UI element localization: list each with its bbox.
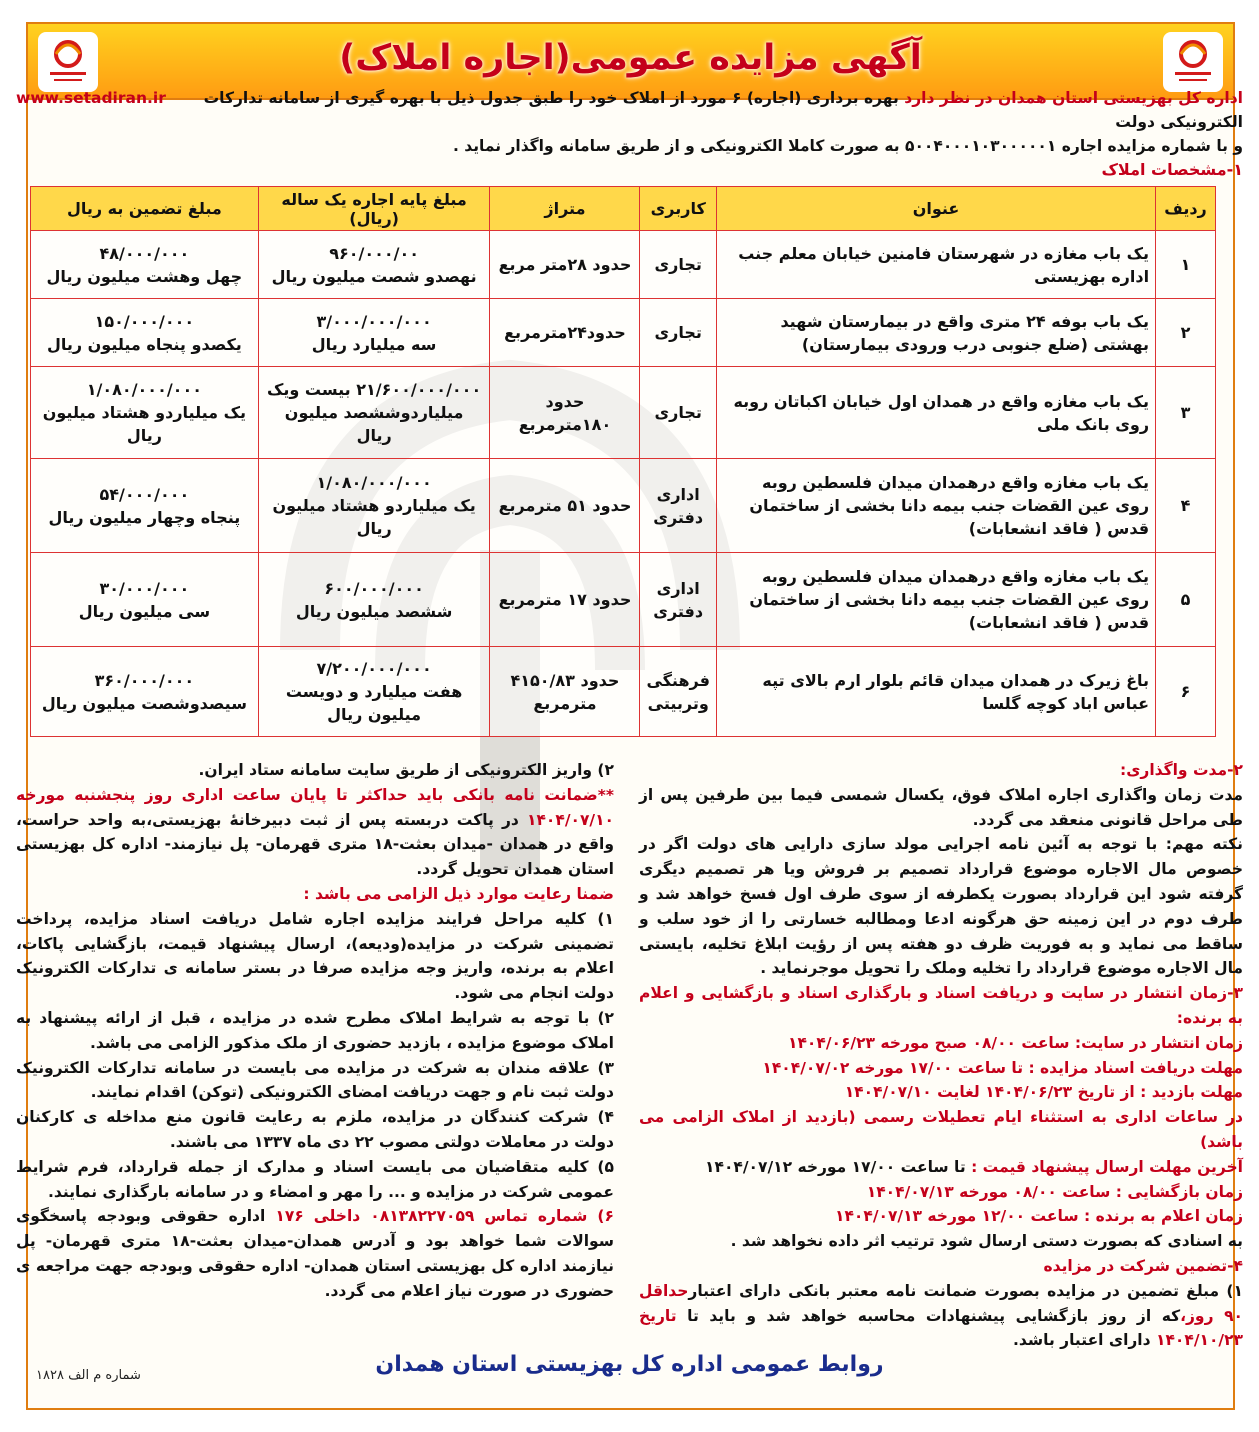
col-header-title: عنوان: [716, 187, 1155, 231]
schedule-value: ساعت ۰۸/۰۰ مورخه ۱۴۰۴/۰۷/۱۳: [866, 1182, 1111, 1201]
section-3-title: ۳-زمان انتشار در سایت و دریافت اسناد و بارگذاری اسناد و بازگشایی و اعلام به برنده:: [639, 984, 1243, 1027]
intro-lead: اداره کل بهزیستی استان همدان در نظر دارد: [904, 89, 1243, 107]
schedule-label: آخرین مهلت ارسال پیشنهاد قیمت :: [971, 1157, 1243, 1176]
cell-deposit: [31, 459, 259, 553]
table-row: [31, 367, 1216, 459]
manual-docs-note: به اسنادی که بصورت دستی ارسال شود ترتیب اثر داده نخواهد شد .: [730, 1232, 1243, 1251]
base-rent-number: ۹۶۰/۰۰۰/۰۰: [329, 243, 420, 263]
electronic-payment-text: ۲) واریز الکترونیکی از طریق سایت سامانه ستاد ایران.: [198, 761, 614, 779]
condition-item: [16, 1204, 614, 1303]
cell-use: اداری دفتری: [640, 459, 717, 553]
bank-guarantee-deadline: **ضمانت نامه بانکی باید حداکثر تا پایان ساعت اداری روز پنجشنبه مورخه ۱۴۰۴/۰۷/۱۰: [16, 785, 614, 829]
cell-title: یک باب مغازه واقع در همدان اول خیابان اکباتان روبه روی بانک ملی: [716, 367, 1155, 459]
cell-base-rent: [258, 647, 490, 737]
table-row: [31, 459, 1216, 553]
intro-text-1: بهره برداری (اجاره) ۶ مورد از املاک خود را طبق جدول ذیل با بهره گیری از سامانه تدارکات الکترونیکی دولت: [203, 89, 1243, 131]
schedule-label: مهلت بازدید :: [1140, 1083, 1243, 1102]
deposit-words: پنجاه وچهار میلیون ریال: [48, 507, 241, 527]
cell-deposit: [31, 647, 259, 737]
schedule-label: زمان بازگشایی :: [1115, 1182, 1243, 1201]
base-rent-number: ۶۰۰/۰۰۰/۰۰۰: [324, 578, 424, 598]
guarantee-date: تاریخ ۱۴۰۴/۱۰/۲۳: [639, 1306, 1243, 1350]
schedule-label: مهلت دریافت اسناد مزایده :: [1028, 1058, 1243, 1077]
col-header-area: متراژ: [490, 187, 640, 231]
bank-guarantee-delivery: در پاکت دربسته پس از ثبت دبیرخانهٔ بهزیستی،به واحد حراست، واقع در همدان -میدان بعثت-۱۸ متری قهرمان- پل نیازمند- اداره کل بهزیستی استان همدان تحویل گردد.: [16, 810, 614, 879]
cell-deposit: [31, 299, 259, 367]
schedule-value: ساعت ۱۲/۰۰ مورخه ۱۴۰۴/۰۷/۱۳: [834, 1207, 1079, 1226]
base-rent-words: یک میلیاردو هشتاد میلیون ریال: [272, 496, 476, 538]
deposit-number: ۵۴/۰۰۰/۰۰۰: [99, 484, 190, 504]
schedule-value: ساعت ۰۸/۰۰ صبح مورخه ۱۴۰۴/۰۶/۲۳: [788, 1033, 1070, 1052]
cell-deposit: [31, 553, 259, 647]
guarantee-text-c: که از روز بازگشایی پیشنهادات محاسبه خواهد شد و باید تا: [687, 1306, 1181, 1325]
page-title: آگهی مزایده عمومی(اجاره املاک): [339, 38, 922, 78]
deposit-number: ۳۰/۰۰۰/۰۰۰: [99, 578, 190, 598]
condition-item: ۵) کلیه متقاضیان می بایست اسناد و مدارک از جمله قرارداد، فرم شرایط عمومی شرکت در مزایده و ... را مهر و امضاء و در سامانه بارگذاری نمایند.: [16, 1157, 614, 1201]
deposit-number: ۱/۰۸۰/۰۰۰/۰۰۰: [86, 380, 202, 399]
important-note-text: نکته مهم: با توجه به آئین نامه اجرایی مولد سازی دارایی های دولت اگر در خصوص مال الاجاره موضوع قرارداد تصمیم بر فروش ویا هر تصمیم دیگری گرفته شود این قرارداد بصورت یکطرفه از سوی طرف اول فسخ خواهد شد و طرف دوم در این زمینه حق هرگونه ادعا ومطالبه خسارتی را از خود سلب و ساقط می نماید و به فوریت ظرف دو هفته پس از رؤیت ابلاغ تخلیه، بایستی مال الاجاره موضوع قرارداد را تخلیه وملک را تحویل موجرنماید .: [639, 835, 1243, 978]
intro-text-2: و با شماره مزایده اجاره ۵۰۰۴۰۰۰۱۰۳۰۰۰۰۰۱ به صورت کاملا الکترونیکی و از طریق سامانه واگذار نماید .: [452, 137, 1243, 155]
table-row: [31, 231, 1216, 299]
base-rent-words: هفت میلیارد و دویست میلیون ریال: [285, 682, 463, 724]
schedule-label: زمان انتشار در سایت:: [1074, 1033, 1243, 1052]
condition-item: ۲) با توجه به شرایط املاک مطرح شده در مزایده ، قبل از ارائه پیشنهاد به املاک موضوع مزایده ، بازدید حضوری از ملک مذکور الزامی می باشد.: [16, 1008, 614, 1052]
schedule-value: از تاریخ ۱۴۰۴/۰۶/۲۳ لغایت ۱۴۰۴/۰۷/۱۰: [844, 1083, 1135, 1102]
cell-area: حدود ۲۸متر مربع: [490, 231, 640, 299]
col-header-use: کاربری: [640, 187, 717, 231]
condition-item: ۱) کلیه مراحل فرایند مزایده اجاره شامل دریافت اسناد مزایده، پرداخت تضمینی شرکت در مزایده(ودیعه)، ارسال پیشنهاد قیمت، بازگشایی پاکات، اعلام به برنده، واریز وجه مزایده صرفا در بستر سامانه ی تدارکات الکترونیک دولت انجام می شود.: [16, 909, 614, 1003]
condition-item: ۳) علاقه مندان به شرکت در مزایده می بایست در سامانه تدارکات الکترونیک دولت ثبت نام و جهت دریافت امضای الکترونیکی (توکن) اقدام نمایند.: [16, 1058, 614, 1102]
cell-row-number: ۶: [1156, 647, 1216, 737]
cell-title: یک باب مغازه واقع درهمدان میدان فلسطین روبه روی عین القضات جنب بیمه دانا بخشی از ساختمان قدس ( فاقد انشعابات): [716, 459, 1155, 553]
table-row: [31, 553, 1216, 647]
cell-title: یک باب مغازه واقع درهمدان میدان فلسطین روبه روی عین القضات جنب بیمه دانا بخشی از ساختمان قدس ( فاقد انشعابات): [716, 553, 1155, 647]
cell-base-rent: [258, 299, 490, 367]
base-rent-number: ۱/۰۸۰/۰۰۰/۰۰۰: [316, 473, 432, 492]
schedule-visit: [639, 1080, 1243, 1105]
cell-deposit: [31, 231, 259, 299]
guarantee-text-e: دارای اعتبار باشد.: [1013, 1331, 1151, 1350]
cell-use: اداری دفتری: [640, 553, 717, 647]
cell-area: حدود۲۴مترمربع: [490, 299, 640, 367]
cell-row-number: ۵: [1156, 553, 1216, 647]
col-header-row: ردیف: [1156, 187, 1216, 231]
guarantee-text: [639, 1279, 1243, 1353]
deposit-number: ۳۶۰/۰۰۰/۰۰۰: [94, 670, 195, 690]
cell-title: یک باب مغازه در شهرستان فامنین خیابان معلم جنب اداره بهزیستی: [716, 231, 1155, 299]
cell-row-number: ۴: [1156, 459, 1216, 553]
cell-deposit: [31, 367, 259, 459]
base-rent-number: ۷/۲۰۰/۰۰۰/۰۰۰: [316, 659, 432, 678]
schedule-value: تا ساعت ۱۷/۰۰ مورخه ۱۴۰۴/۰۷/۰۲: [762, 1058, 1024, 1077]
base-rent-words: ششصد میلیون ریال: [295, 601, 453, 621]
intro-paragraph: [16, 86, 1243, 158]
schedule-winner: [639, 1204, 1243, 1229]
cell-base-rent: [258, 367, 490, 459]
schedule-offer-deadline: [639, 1155, 1243, 1180]
right-column: [639, 758, 1243, 1353]
deposit-words: چهل وهشت میلیون ریال: [46, 266, 243, 286]
base-rent-words: سه میلیارد ریال: [311, 334, 437, 354]
deposit-words: سی میلیون ریال: [78, 601, 211, 621]
schedule-opening: [639, 1180, 1243, 1205]
schedule-publish: [639, 1031, 1243, 1056]
section-4-title: ۴-تضمین شرکت در مزایده: [1043, 1256, 1243, 1275]
schedule-visit-note: در ساعات اداری به استثناء ایام تعطیلات رسمی (بازدید از املاک الزامی می باشد): [639, 1108, 1243, 1151]
cell-row-number: ۱: [1156, 231, 1216, 299]
properties-table: [30, 186, 1216, 737]
cell-use: تجاری: [640, 299, 717, 367]
cell-area: حدود ۱۷ مترمربع: [490, 553, 640, 647]
cell-title: باغ زیرک در همدان میدان قائم بلوار ارم بالای تپه عباس اباد کوچه گلسا: [716, 647, 1155, 737]
bank-guarantee-text: [16, 783, 614, 882]
guarantee-min-days: حداقل ۹۰ روز،: [639, 1281, 1243, 1325]
condition-item: ۴) شرکت کنندگان در مزایده، ملزم به رعایت قانون منع مداخله ی کارکنان دولت در معاملات دولتی مصوب ۲۲ دی ماه ۱۳۳۷ می باشند.: [16, 1108, 614, 1151]
deposit-number: ۴۸/۰۰۰/۰۰۰: [99, 243, 190, 263]
base-rent-words: میلیاردوششصد میلیون ریال: [284, 403, 464, 445]
col-header-deposit: مبلغ تضمین به ریال: [31, 187, 259, 231]
deposit-number: ۱۵۰/۰۰۰/۰۰۰: [94, 311, 195, 331]
cell-base-rent: [258, 231, 490, 299]
lease-duration-text: مدت زمان واگذاری اجاره املاک فوق، یکسال شمسی فیما بین طرفین پس از طی مراحل قانونی منعقد می گردد.: [639, 785, 1243, 829]
deposit-words: یکصدو پنجاه میلیون ریال: [46, 334, 242, 354]
cell-row-number: ۲: [1156, 299, 1216, 367]
cell-base-rent: [258, 553, 490, 647]
guarantee-text-a: ۱) مبلغ تضمین در مزایده بصورت ضمانت نامه معتبر بانکی دارای اعتبار: [688, 1281, 1243, 1300]
deposit-words: سیصدوشصت میلیون ریال: [41, 693, 247, 713]
base-rent-words: نهصدو شصت میلیون ریال: [271, 266, 477, 286]
contact-number: ۶) شماره تماس ۰۸۱۳۸۲۲۷۰۵۹ داخلی ۱۷۶: [275, 1207, 614, 1226]
cell-use: تجاری: [640, 231, 717, 299]
cell-row-number: ۳: [1156, 367, 1216, 459]
section-2-title: ۲-مدت واگذاری:: [1120, 761, 1243, 779]
deposit-words: یک میلیاردو هشتاد میلیون ریال: [42, 403, 247, 445]
cell-use: تجاری: [640, 367, 717, 459]
footer-public-relations: روابط عمومی اداره کل بهزیستی استان همدان: [375, 1352, 884, 1377]
left-column: [16, 758, 614, 1304]
cell-title: یک باب بوفه ۲۴ متری واقع در بیمارستان شهید بهشتی (ضلع جنوبی درب ورودی بیمارستان): [716, 299, 1155, 367]
cell-use: فرهنگی وتربیتی: [640, 647, 717, 737]
cell-area: حدود ۴۱۵۰/۸۳ مترمربع: [490, 647, 640, 737]
contact-text: اداره حقوقی وبودجه پاسخگوی سوالات شما خواهد بود و آدرس همدان-میدان بعثت-۱۸ متری قهرمان- پل نیازمند اداره کل بهزیستی استان همدان- اداره حقوقی وبودجه جهت مراجعه ی حضوری در صورت نیاز اعلام می گردد.: [16, 1207, 615, 1300]
schedule-documents: [639, 1056, 1243, 1081]
table-row: [31, 647, 1216, 737]
cell-area: حدود ۱۸۰مترمربع: [490, 367, 640, 459]
behzisti-logo-icon: [36, 30, 100, 94]
schedule-value: تا ساعت ۱۷/۰۰ مورخه ۱۴۰۴/۰۷/۱۲: [705, 1157, 966, 1176]
schedule-label: زمان اعلام به برنده :: [1084, 1207, 1243, 1226]
cell-base-rent: [258, 459, 490, 553]
cell-area: حدود ۵۱ مترمربع: [490, 459, 640, 553]
setad-website-link[interactable]: www.setadiran.ir: [16, 89, 166, 107]
table-row: [31, 299, 1216, 367]
table-header-row: [31, 187, 1216, 231]
section-1-title: ۱-مشخصات املاک: [1101, 160, 1243, 179]
base-rent-number: ۳/۰۰۰/۰۰۰/۰۰۰: [316, 311, 432, 331]
notice-number: شماره م الف ۱۸۲۸: [36, 1368, 141, 1383]
col-header-base-rent: مبلغ پایه اجاره یک ساله (ریال): [258, 187, 490, 231]
conditions-title: ضمنا رعایت موارد ذیل الزامی می باشد :: [303, 884, 614, 903]
base-rent-number: ۲۱/۶۰۰/۰۰۰/۰۰۰ بیست ویک: [267, 380, 482, 399]
